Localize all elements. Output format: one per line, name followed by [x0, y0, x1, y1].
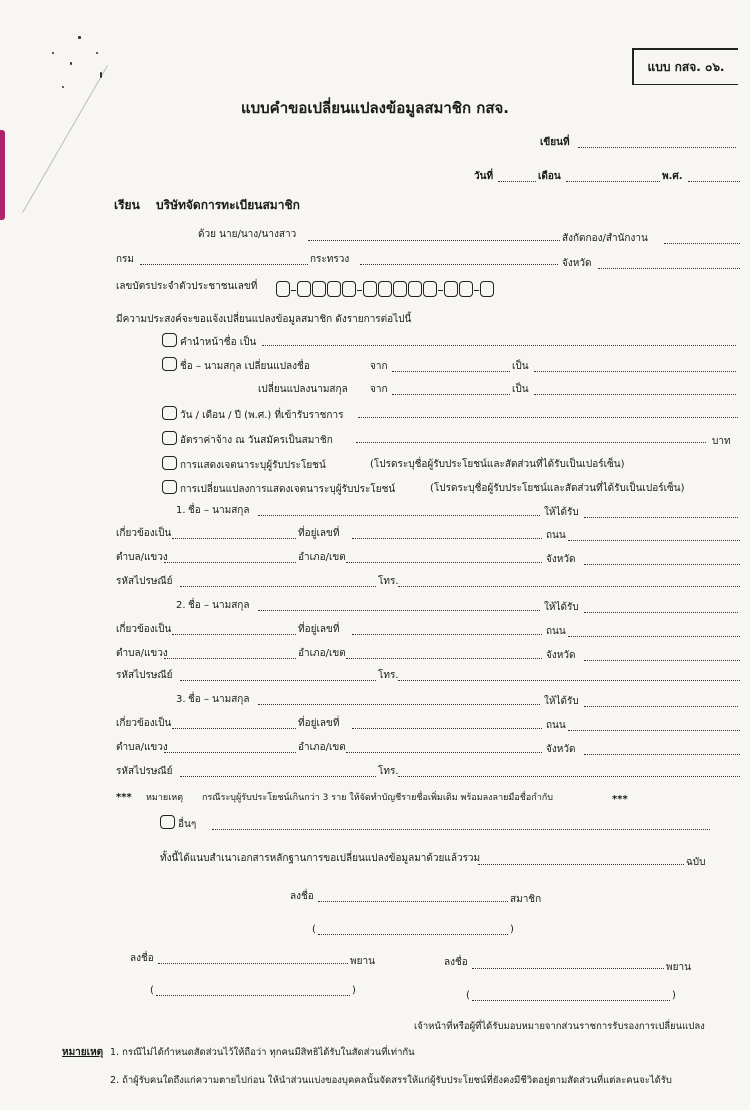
beneficiary-3-address-field[interactable]: [352, 728, 542, 729]
option-beneficiary-change: [162, 480, 395, 496]
surname-to-field[interactable]: [534, 394, 736, 395]
beneficiary-3-name-field[interactable]: [258, 704, 540, 705]
beneficiary-2-province-label: จังหวัด: [546, 650, 576, 661]
beneficiary-2-address-label: ที่อยู่เลขที่: [298, 624, 340, 635]
beneficiary-note: (โปรดระบุชื่อผู้รับประโยชน์และสัดส่วนที่ได้รับเป็นเปอร์เซ็น): [370, 459, 625, 470]
beneficiary-1-relation-field[interactable]: [172, 538, 296, 539]
beneficiary-1-relation-label: เกี่ยวข้องเป็น: [116, 528, 172, 539]
beneficiary-1-subdistrict-field[interactable]: [164, 562, 296, 563]
option-beneficiary-change-label: การเปลี่ยนแปลงการแสดงเจตนาระบุผู้รับประโยชน์: [180, 484, 396, 495]
surname-from-field[interactable]: [392, 394, 510, 395]
beneficiary-2-subdistrict-label: ตำบล/แขวง: [116, 648, 168, 659]
id-digit-box[interactable]: [276, 281, 290, 297]
beneficiary-3-relation-field[interactable]: [172, 728, 296, 729]
officer-certification: เจ้าหน้าที่หรือผู้ที่ได้รับมอบหมายจากส่วนราชการรับรองการเปลี่ยนแปลง: [414, 1021, 705, 1032]
written-at-field[interactable]: [578, 147, 736, 148]
option-wage-label: อัตราค่าจ้าง ณ วันสมัครเป็นสมาชิก: [180, 435, 333, 446]
beneficiary-1-postcode-field[interactable]: [180, 586, 376, 587]
beneficiary-1-address-field[interactable]: [352, 538, 542, 539]
beneficiary-3-subdistrict-field[interactable]: [164, 752, 296, 753]
province-field[interactable]: [598, 268, 740, 269]
beneficiary-1-share-label: ให้ได้รับ: [544, 507, 579, 518]
checkbox[interactable]: [162, 431, 177, 445]
beneficiary-2-district-label: อำเภอ/เขต: [298, 648, 346, 659]
citizen-id-label: เลขบัตรประจำตัวประชาชนเลขที่: [116, 281, 258, 292]
member-signature-field[interactable]: [318, 901, 508, 902]
beneficiary-1-phone-label: โทร.: [378, 576, 399, 587]
checkbox[interactable]: [162, 406, 177, 420]
member-sign-label: ลงชื่อ: [290, 891, 314, 902]
beneficiary-2-no: 2.: [176, 600, 186, 611]
checkbox[interactable]: [162, 480, 177, 494]
form-number-box: [632, 48, 738, 85]
option-wage: [162, 431, 333, 447]
beneficiary-3-phone-label: โทร.: [378, 766, 399, 777]
surname-change-label: เปลี่ยนแปลงนามสกุล: [258, 384, 348, 395]
option-other: [160, 815, 196, 831]
beneficiary-3-district-label: อำเภอ/เขต: [298, 742, 346, 753]
witness-1-signature-field[interactable]: [158, 963, 348, 964]
surname-to-label: เป็น: [512, 384, 529, 395]
beneficiary-3-postcode-field[interactable]: [180, 776, 376, 777]
unit-field[interactable]: [664, 243, 740, 244]
witness-2-name-open: (: [466, 990, 470, 1001]
attachment-text: ทั้งนี้ได้แนบสำเนาเอกสารหลักฐานการขอเปลี่ยนแปลงข้อมูลมาด้วยแล้วรวม: [160, 853, 481, 864]
beneficiary-3-road-label: ถนน: [546, 720, 566, 731]
beneficiary-3-road-field[interactable]: [568, 730, 740, 731]
beneficiary-2-name-label: ชื่อ – นามสกุล: [188, 600, 250, 611]
date-field[interactable]: [498, 181, 536, 182]
form-title: แบบคำขอเปลี่ยนแปลงข้อมูลสมาชิก กสจ.: [240, 99, 510, 117]
option-beneficiary-label: การแสดงเจตนาระบุผู้รับประโยชน์: [180, 460, 326, 471]
beneficiary-3-district-field[interactable]: [346, 752, 542, 753]
beneficiary-2-road-label: ถนน: [546, 626, 566, 637]
baht-label: บาท: [712, 436, 731, 447]
beneficiary-2-share-field[interactable]: [584, 612, 738, 613]
beneficiary-1-address-label: ที่อยู่เลขที่: [298, 528, 340, 539]
date-label: วันที่: [474, 171, 494, 182]
beneficiary-1-name-label: ชื่อ – นามสกุล: [188, 505, 250, 516]
beneficiary-change-note: (โปรดระบุชื่อผู้รับประโยชน์และสัดส่วนที่ได้รับเป็นเปอร์เซ็น): [430, 483, 685, 494]
id-digit-box[interactable]: [297, 281, 311, 297]
id-digit-box[interactable]: [342, 281, 356, 297]
option-prefix: [162, 333, 256, 349]
prefix-field[interactable]: [262, 345, 736, 346]
witness-2-signature-field[interactable]: [472, 968, 664, 969]
id-digit-box[interactable]: [423, 281, 437, 297]
beneficiary-1-province-label: จังหวัด: [546, 554, 576, 565]
checkbox[interactable]: [162, 333, 177, 347]
beneficiary-2-relation-label: เกี่ยวข้องเป็น: [116, 624, 172, 635]
beneficiary-3-share-label: ให้ได้รับ: [544, 696, 579, 707]
option-service-date-label: วัน / เดือน / ปี (พ.ศ.) ที่เข้ารับราชการ: [180, 410, 344, 421]
beneficiary-3-address-label: ที่อยู่เลขที่: [298, 718, 340, 729]
id-digit-box[interactable]: [480, 281, 494, 297]
beneficiary-1-district-field[interactable]: [346, 562, 542, 563]
beneficiary-1-phone-field[interactable]: [398, 586, 740, 587]
name-to-label: เป็น: [512, 361, 529, 372]
beneficiary-3-postcode-label: รหัสไปรษณีย์: [116, 766, 173, 777]
beneficiary-3-no: 3.: [176, 694, 186, 705]
option-name-change-label: ชื่อ – นามสกุล เปลี่ยนแปลงชื่อ: [180, 361, 310, 372]
id-digit-box[interactable]: [327, 281, 341, 297]
month-label: เดือน: [538, 171, 561, 182]
attachment-unit: ฉบับ: [686, 857, 706, 868]
beneficiary-1-road-label: ถนน: [546, 530, 566, 541]
beneficiary-2-road-field[interactable]: [568, 636, 740, 637]
option-other-label: อื่นๆ: [178, 819, 197, 830]
footnote-2: 2. ถ้าผู้รับคนใดถึงแก่ความตายไปก่อน ให้นำส่วนแบ่งของบุคคลนั้นจัดสรรให้แก่ผู้รับประโยชน์ที่ยังคงมีชีวิตอยู่ตามสัดส่วนที่แต่ละคนจะได้รับ: [110, 1075, 672, 1086]
member-label: สมาชิก: [510, 894, 542, 905]
department-field[interactable]: [140, 264, 308, 265]
id-digit-box[interactable]: [459, 281, 473, 297]
id-digit-box[interactable]: [444, 281, 458, 297]
option-service-date: [162, 406, 343, 422]
form-number: แบบ กสจ. ๐๖.: [647, 60, 725, 74]
beneficiary-1-subdistrict-label: ตำบล/แขวง: [116, 552, 168, 563]
salutation-recipient: บริษัทจัดการทะเบียนสมาชิก: [156, 198, 300, 212]
beneficiary-1-province-field[interactable]: [584, 564, 740, 565]
unit-label: สังกัดกอง/สำนักงาน: [562, 233, 648, 244]
witness-2-name-close: ): [672, 990, 676, 1001]
witness-1-label: พยาน: [350, 956, 375, 967]
beneficiary-1-district-label: อำเภอ/เขต: [298, 552, 346, 563]
beneficiary-2-district-field[interactable]: [346, 658, 542, 659]
option-beneficiary: [162, 456, 326, 472]
applicant-name-field[interactable]: [308, 240, 560, 241]
beneficiary-2-relation-field[interactable]: [172, 634, 296, 635]
ministry-label: กระทรวง: [310, 254, 350, 265]
member-name-open: (: [312, 924, 316, 935]
beneficiary-3-province-label: จังหวัด: [546, 744, 576, 755]
id-digit-box[interactable]: [408, 281, 422, 297]
province-label: จังหวัด: [562, 258, 592, 269]
beneficiary-3-relation-label: เกี่ยวข้องเป็น: [116, 718, 172, 729]
beneficiary-2-phone-field[interactable]: [398, 680, 740, 681]
id-digit-box[interactable]: [312, 281, 326, 297]
option-name-change: [162, 357, 310, 373]
checkbox[interactable]: [160, 815, 175, 829]
checkbox[interactable]: [162, 357, 177, 371]
citizen-id-boxes[interactable]: [276, 278, 494, 297]
remark-text: กรณีระบุผู้รับประโยชน์เกินกว่า 3 ราย ให้จัดทำบัญชีรายชื่อเพิ่มเติม พร้อมลงลายมือชื่อกำกับ: [202, 793, 553, 803]
witness-1-printed-name-field[interactable]: [156, 995, 350, 996]
beneficiary-3-province-field[interactable]: [584, 754, 740, 755]
name-to-field[interactable]: [534, 371, 736, 372]
footnote-1: 1. กรณีไม่ได้กำหนดสัดส่วนไว้ให้ถือว่า ทุกคนมีสิทธิได้รับในสัดส่วนที่เท่ากัน: [110, 1047, 415, 1058]
beneficiary-1-postcode-label: รหัสไปรษณีย์: [116, 576, 173, 587]
id-digit-box[interactable]: [363, 281, 377, 297]
beneficiary-1-name-field[interactable]: [258, 515, 540, 516]
witness-2-label: พยาน: [666, 962, 691, 973]
remark-stars-right: ***: [612, 794, 628, 805]
surname-from-label: จาก: [370, 384, 388, 395]
beneficiary-2-phone-label: โทร.: [378, 670, 399, 681]
witness-2-sign-label: ลงชื่อ: [444, 957, 468, 968]
witness-1-name-open: (: [150, 985, 154, 996]
purpose-text: มีความประสงค์จะขอแจ้งเปลี่ยนแปลงข้อมูลสมาชิก ดังรายการต่อไปนี้: [116, 314, 412, 325]
beneficiary-3-phone-field[interactable]: [398, 776, 740, 777]
beneficiary-2-postcode-field[interactable]: [180, 680, 376, 681]
attachment-count-field[interactable]: [478, 864, 684, 865]
id-digit-box[interactable]: [393, 281, 407, 297]
beneficiary-2-name-field[interactable]: [258, 610, 540, 611]
beneficiary-2-address-field[interactable]: [352, 634, 542, 635]
salutation-label: เรียน: [114, 198, 140, 212]
witness-1-sign-label: ลงชื่อ: [130, 953, 154, 964]
beneficiary-2-province-field[interactable]: [584, 660, 740, 661]
name-from-field[interactable]: [392, 371, 510, 372]
member-name-close: ): [510, 924, 514, 935]
remark-label: หมายเหตุ: [146, 793, 184, 803]
year-field[interactable]: [688, 181, 740, 182]
id-digit-box[interactable]: [378, 281, 392, 297]
beneficiary-1-share-field[interactable]: [584, 517, 738, 518]
ministry-field[interactable]: [360, 264, 558, 265]
beneficiary-3-subdistrict-label: ตำบล/แขวง: [116, 742, 168, 753]
other-field[interactable]: [212, 829, 710, 830]
beneficiary-1-road-field[interactable]: [568, 540, 740, 541]
beneficiary-2-share-label: ให้ได้รับ: [544, 602, 579, 613]
beneficiary-2-postcode-label: รหัสไปรษณีย์: [116, 670, 173, 681]
member-printed-name-field[interactable]: [318, 934, 508, 935]
beneficiary-2-subdistrict-field[interactable]: [164, 658, 296, 659]
wage-field[interactable]: [356, 442, 706, 443]
witness-2-printed-name-field[interactable]: [472, 1000, 670, 1001]
checkbox[interactable]: [162, 456, 177, 470]
option-prefix-label: คำนำหน้าชื่อ เป็น: [180, 337, 257, 348]
footnote-label: หมายเหตุ: [62, 1047, 104, 1058]
beneficiary-3-share-field[interactable]: [584, 706, 738, 707]
page-edge-mark: [0, 130, 5, 220]
service-date-field[interactable]: [358, 417, 738, 418]
beneficiary-3-name-label: ชื่อ – นามสกุล: [188, 694, 250, 705]
department-label: กรม: [116, 254, 135, 265]
written-at-label: เขียนที่: [540, 137, 570, 148]
applicant-name-label: ด้วย นาย/นาง/นางสาว: [198, 229, 297, 240]
year-label: พ.ศ.: [662, 171, 683, 182]
beneficiary-1-no: 1.: [176, 505, 186, 516]
name-from-label: จาก: [370, 361, 388, 372]
witness-1-name-close: ): [352, 985, 356, 996]
remark-stars-left: ***: [116, 792, 132, 803]
month-field[interactable]: [566, 181, 660, 182]
